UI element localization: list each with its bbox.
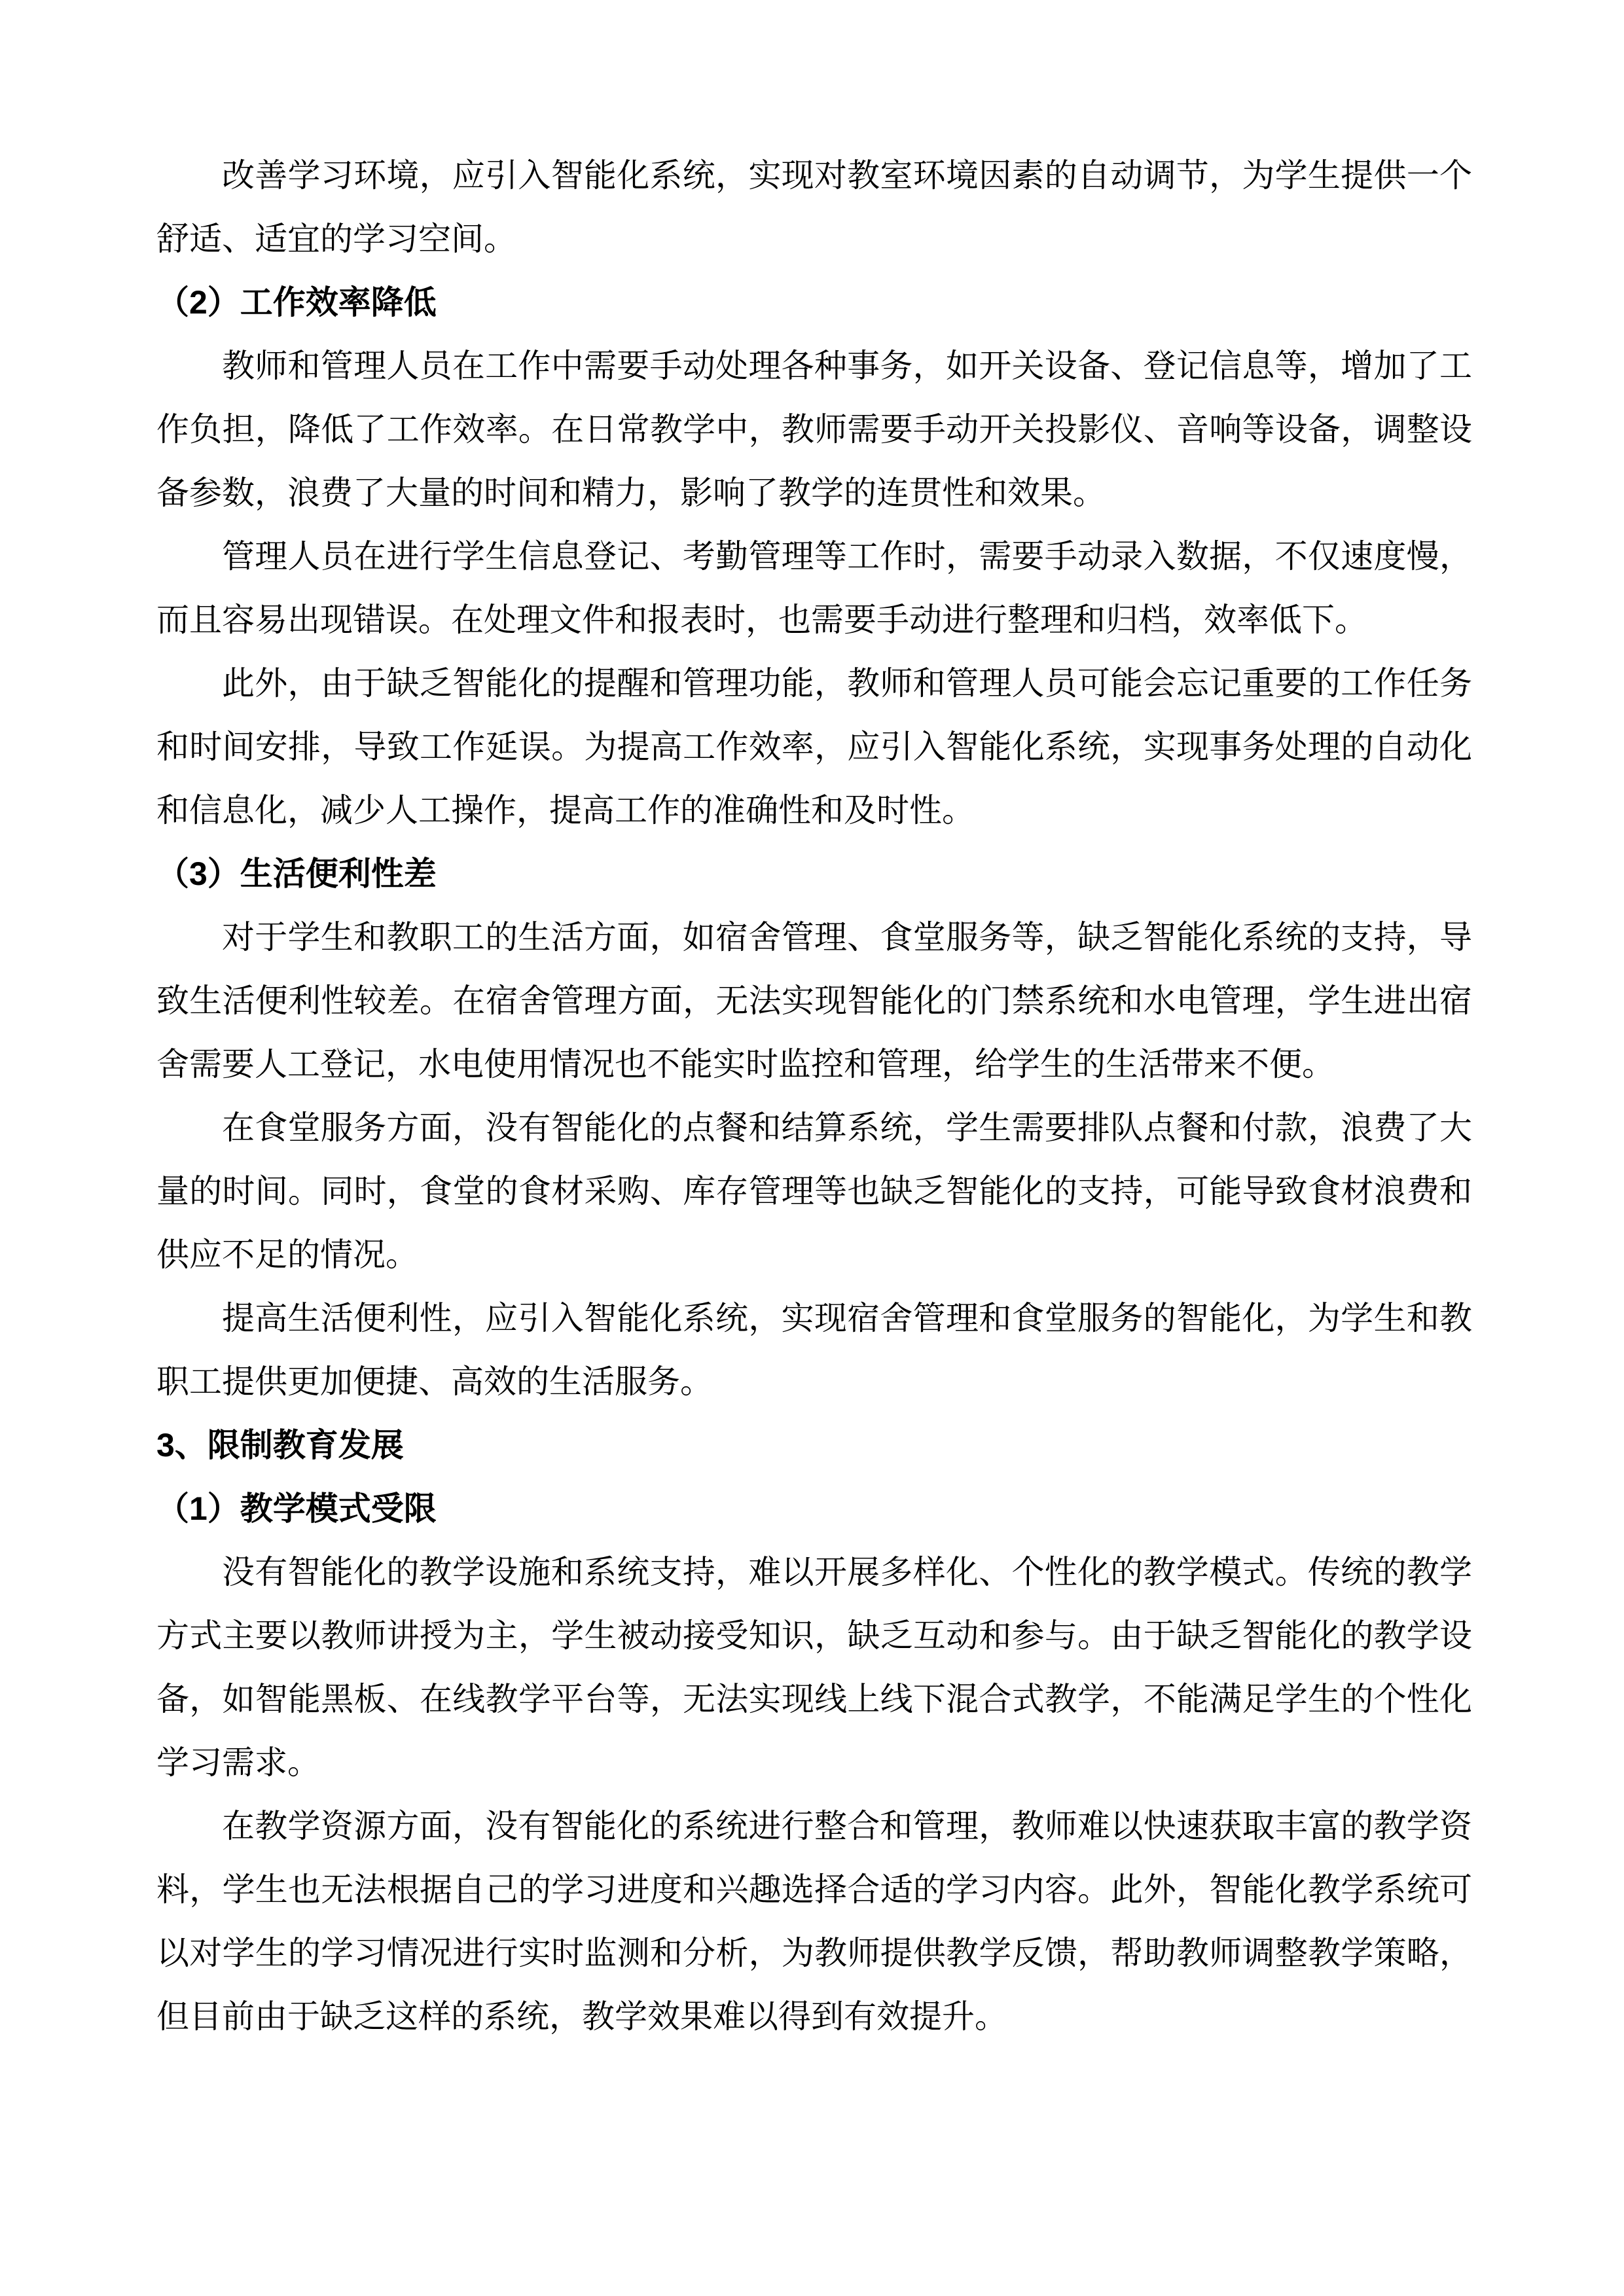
section-heading: 3、限制教育发展 (156, 1427, 404, 1463)
body-paragraph: 改善学习环境，应引入智能化系统，实现对教室环境因素的自动调节，为学生提供一个舒适、适宜的学习空间。 (156, 157, 1472, 257)
section-heading: （3）生活便利性差 (156, 855, 437, 892)
body-paragraph: 对于学生和教职工的生活方面，如宿舍管理、食堂服务等，缺乏智能化系统的支持，导致生活便利性较差。在宿舍管理方面，无法实现智能化的门禁系统和水电管理，学生进出宿舍需要人工登记，水电使用情况也不能实时监控和管理，给学生的生活带来不便。 (156, 919, 1472, 1083)
document-content (156, 144, 1472, 2049)
body-paragraph: 管理人员在进行学生信息登记、考勤管理等工作时，需要手动录入数据，不仅速度慢，而且容易出现错误。在处理文件和报表时，也需要手动进行整理和归档，效率低下。 (156, 538, 1472, 638)
section-heading: （2）工作效率降低 (156, 284, 437, 321)
body-paragraph: 没有智能化的教学设施和系统支持，难以开展多样化、个性化的教学模式。传统的教学方式主要以教师讲授为主，学生被动接受知识，缺乏互动和参与。由于缺乏智能化的教学设备，如智能黑板、在线教学平台等，无法实现线上线下混合式教学，不能满足学生的个性化学习需求。 (156, 1554, 1472, 1781)
body-paragraph: 教师和管理人员在工作中需要手动处理各种事务，如开关设备、登记信息等，增加了工作负担，降低了工作效率。在日常教学中，教师需要手动开关投影仪、音响等设备，调整设备参数，浪费了大量的时间和精力，影响了教学的连贯性和效果。 (156, 348, 1472, 511)
section-heading: （1）教学模式受限 (156, 1490, 437, 1527)
body-paragraph: 提高生活便利性，应引入智能化系统，实现宿舍管理和食堂服务的智能化，为学生和教职工提供更加便捷、高效的生活服务。 (156, 1300, 1472, 1400)
body-paragraph: 此外，由于缺乏智能化的提醒和管理功能，教师和管理人员可能会忘记重要的工作任务和时间安排，导致工作延误。为提高工作效率，应引入智能化系统，实现事务处理的自动化和信息化，减少人工操作，提高工作的准确性和及时性。 (156, 665, 1472, 829)
body-paragraph: 在食堂服务方面，没有智能化的点餐和结算系统，学生需要排队点餐和付款，浪费了大量的时间。同时，食堂的食材采购、库存管理等也缺乏智能化的支持，可能导致食材浪费和供应不足的情况。 (156, 1109, 1472, 1273)
body-paragraph: 在教学资源方面，没有智能化的系统进行整合和管理，教师难以快速获取丰富的教学资料，学生也无法根据自己的学习进度和兴趣选择合适的学习内容。此外，智能化教学系统可以对学生的学习情况进行实时监测和分析，为教师提供教学反馈，帮助教师调整教学策略，但目前由于缺乏这样的系统，教学效果难以得到有效提升。 (156, 1808, 1472, 2035)
